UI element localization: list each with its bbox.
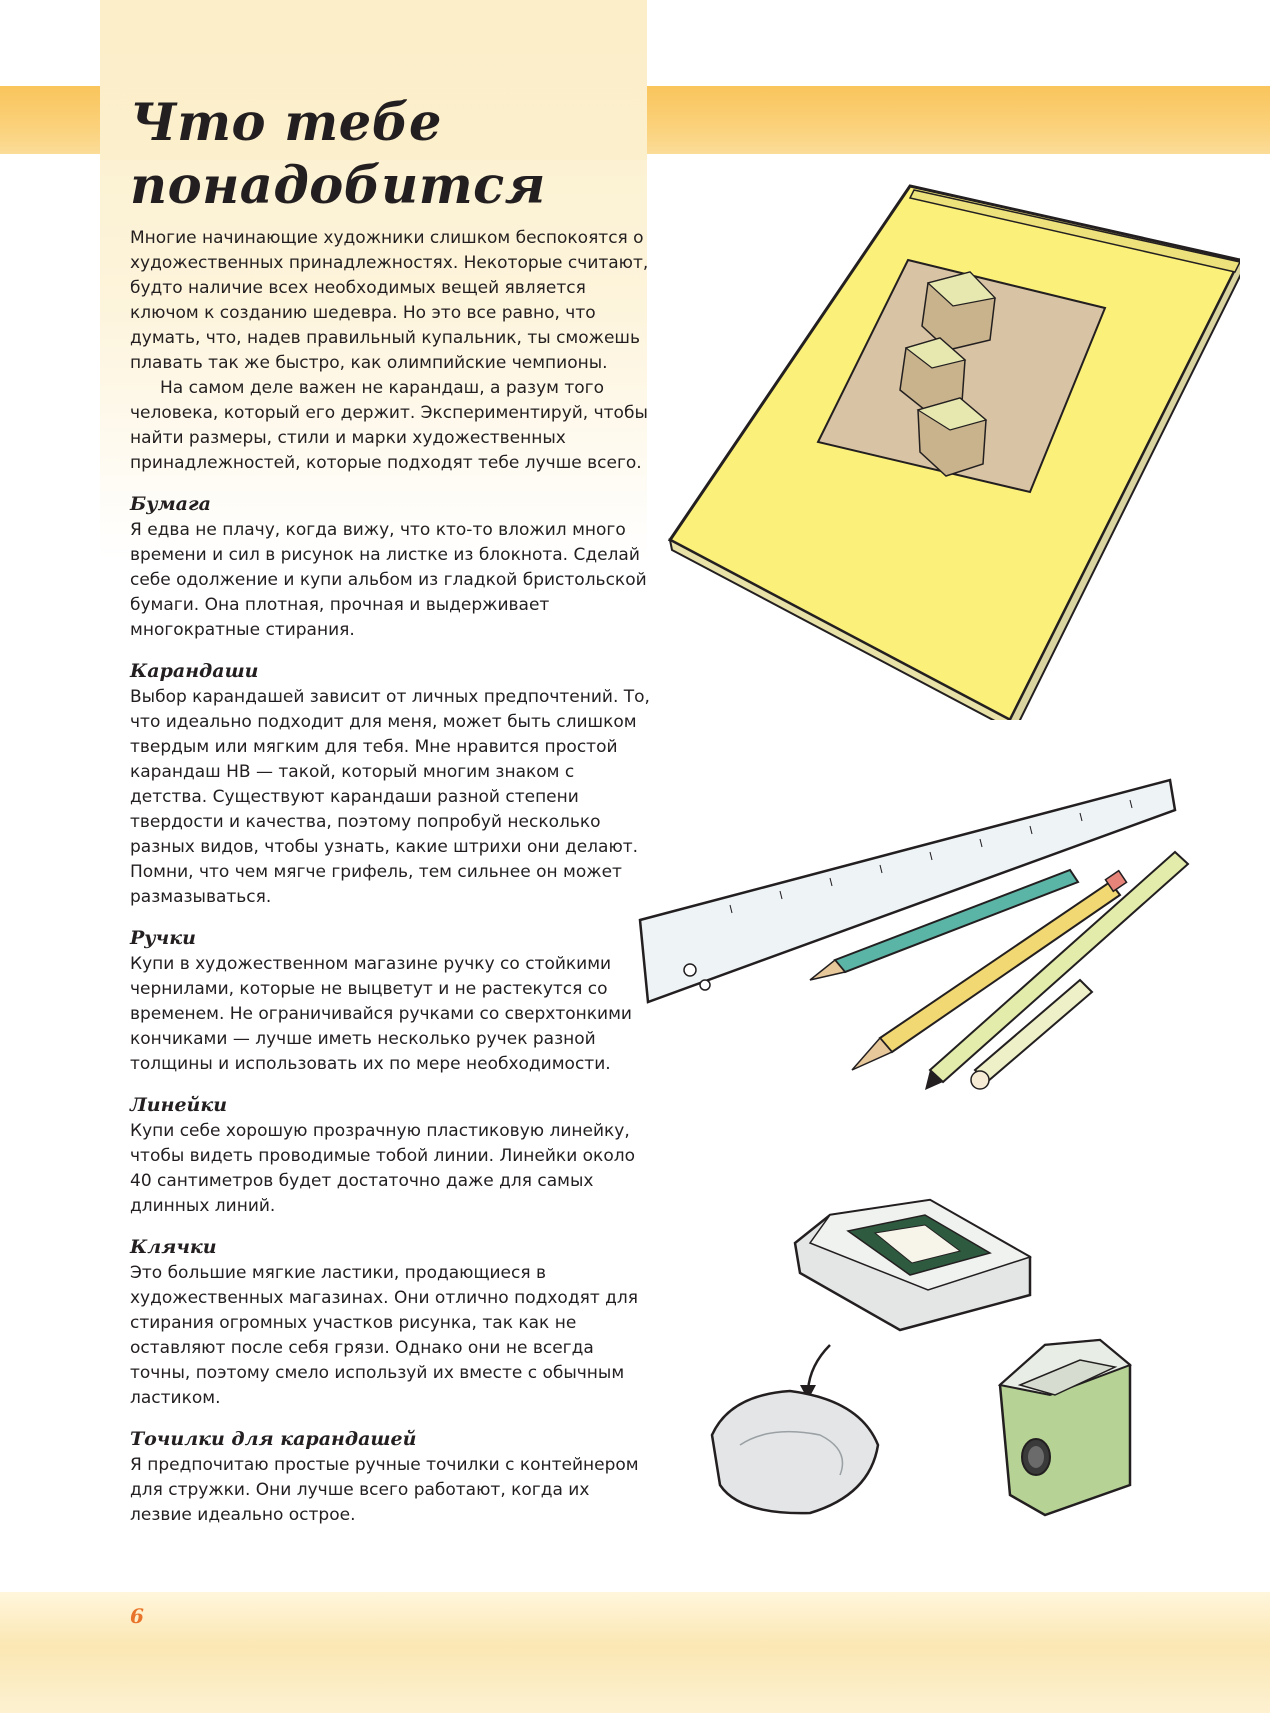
- title-line-1: Что тебе: [130, 93, 442, 153]
- page-number: 6: [130, 1604, 144, 1628]
- section-heading-pencils: Карандаши: [130, 660, 259, 682]
- section-text-pens: Купи в художественном магазине ручку со стойкими чернилами, которые не выцветут и не растекутся со временем. Не ограничивайся ручками со сверхтонкими кончиками — лучше иметь несколько ручек разной толщины и использовать их по мере необходимости.: [130, 954, 632, 1074]
- section-text-sharpeners: Я предпочитаю простые ручные точилки с контейнером для стружки. Они лучше всего работают, когда их лезвие идеально острое.: [130, 1455, 639, 1525]
- section-text-rulers: Купи себе хорошую прозрачную пластиковую линейку, чтобы видеть проводимые тобой линии. Линейки около 40 сантиметров будет достаточно даже для самых длинных линий.: [130, 1121, 635, 1216]
- page-title: [130, 92, 630, 218]
- bottom-decorative-band: [0, 1592, 1270, 1713]
- sketchbook-illustration: [650, 180, 1240, 720]
- section-text-kneaded-erasers: Это большие мягкие ластики, продающиеся в художественных магазинах. Они отлично подходят для стирания огромных участков рисунка, так как не оставляют после себя грязи. Однако они не всегда точны, поэтому смело используй их вместе с обычным ластиком.: [130, 1263, 638, 1408]
- ruler-pencils-pens-illustration: [630, 770, 1190, 1100]
- title-line-2: понадобится: [130, 156, 546, 216]
- intro-paragraph-2: На самом деле важен не карандаш, а разум того человека, который его держит. Экспериментируй, чтобы найти размеры, стили и марки художественных принадлежностей, которые подходят тебе лучше всего.: [130, 378, 648, 473]
- section-heading-paper: Бумага: [130, 493, 211, 515]
- erasers-sharpener-illustration: [700, 1195, 1150, 1525]
- section-heading-rulers: Линейки: [130, 1094, 228, 1116]
- section-text-paper: Я едва не плачу, когда вижу, что кто-то вложил много времени и сил в рисунок на листке из блокнота. Сделай себе одолжение и купи альбом из гладкой бристольской бумаги. Она плотная, прочная и выдерживает многократные стирания.: [130, 520, 647, 640]
- section-text-pencils: Выбор карандашей зависит от личных предпочтений. То, что идеально подходит для меня, может быть слишком твердым или мягким для тебя. Мне нравится простой карандаш НВ — такой, который многим знаком с детства. Существуют карандаши разной степени твердости и качества, поэтому попробуй несколько разных видов, чтобы узнать, какие штрихи они делают. Помни, что чем мягче грифель, тем сильнее он может размазываться.: [130, 687, 650, 907]
- section-heading-sharpeners: Точилки для карандашей: [130, 1428, 417, 1450]
- section-heading-kneaded-erasers: Клячки: [130, 1236, 217, 1258]
- main-text: [130, 226, 650, 1528]
- intro-paragraph-1: Многие начинающие художники слишком беспокоятся о художественных принадлежностях. Некоторые считают, будто наличие всех необходимых вещей является ключом к созданию шедевра. Но это все равно, что думать, что, надев правильный купальник, ты сможешь плавать так же быстро, как олимпийские чемпионы.: [130, 228, 649, 373]
- section-heading-pens: Ручки: [130, 927, 196, 949]
